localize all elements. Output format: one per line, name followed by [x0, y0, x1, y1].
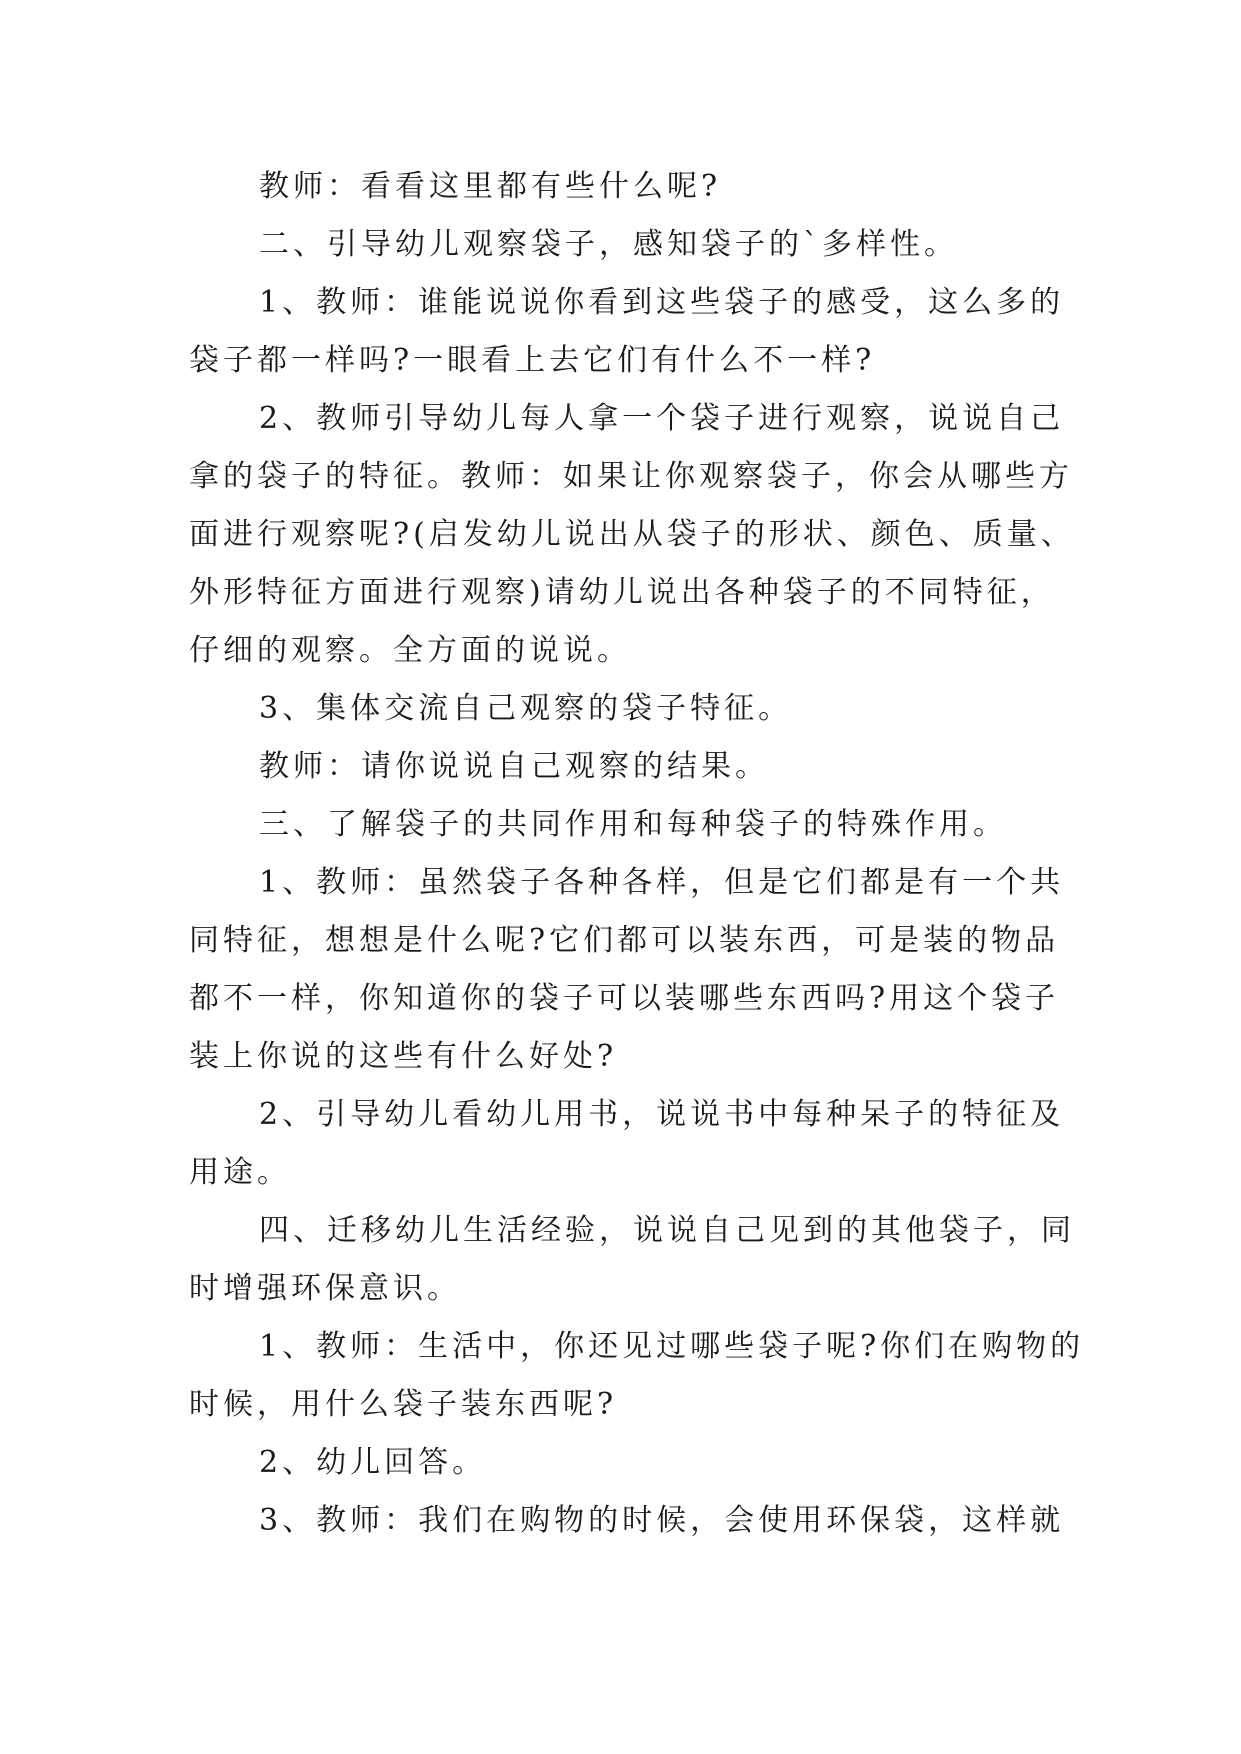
section-heading: 三、了解袋子的共同作用和每种袋子的特殊作用。 [259, 807, 1007, 842]
text-line: 1、教师：生活中，你还见过哪些袋子呢?你们在购物的 [259, 1329, 1085, 1364]
section-heading: 四、迁移幼儿生活经验，说说自己见到的其他袋子，同 [259, 1213, 1075, 1248]
text-line: 仔细的观察。全方面的说说。 [189, 633, 631, 668]
text-line: 1、教师：谁能说说你看到这些袋子的感受，这么多的 [259, 285, 1065, 320]
text-line: 用途。 [189, 1155, 291, 1190]
text-line: 都不一样，你知道你的袋子可以装哪些东西吗?用这个袋子 [189, 981, 1060, 1016]
text-line: 拿的袋子的特征。教师：如果让你观察袋子，你会从哪些方 [189, 459, 1073, 494]
text-line: 袋子都一样吗?一眼看上去它们有什么不一样? [189, 343, 876, 378]
text-line: 教师：请你说说自己观察的结果。 [259, 749, 769, 784]
text-line: 时候，用什么袋子装东西呢? [189, 1387, 618, 1422]
text-line: 装上你说的这些有什么好处? [189, 1039, 618, 1074]
text-line: 外形特征方面进行观察)请幼儿说出各种袋子的不同特征， [189, 575, 1055, 610]
section-heading: 二、引导幼儿观察袋子，感知袋子的`多样性。 [259, 227, 958, 262]
text-line: 3、教师：我们在购物的时候，会使用环保袋，这样就 [259, 1503, 1065, 1538]
text-line: 3、集体交流自己观察的袋子特征。 [259, 691, 793, 726]
text-line: 2、幼儿回答。 [259, 1445, 487, 1480]
text-line: 2、教师引导幼儿每人拿一个袋子进行观察，说说自己 [259, 401, 1065, 436]
document-body [189, 158, 1085, 1550]
text-line: 时增强环保意识。 [189, 1271, 461, 1306]
text-line: 教师：看看这里都有些什么呢? [259, 169, 722, 204]
text-line: 1、教师：虽然袋子各种各样，但是它们都是有一个共 [259, 865, 1065, 900]
text-line: 面进行观察呢?(启发幼儿说出从袋子的形状、颜色、质量、 [189, 517, 1075, 552]
text-line: 同特征，想想是什么呢?它们都可以装东西，可是装的物品 [189, 923, 1060, 958]
text-line: 2、引导幼儿看幼儿用书，说说书中每种呆子的特征及 [259, 1097, 1065, 1132]
